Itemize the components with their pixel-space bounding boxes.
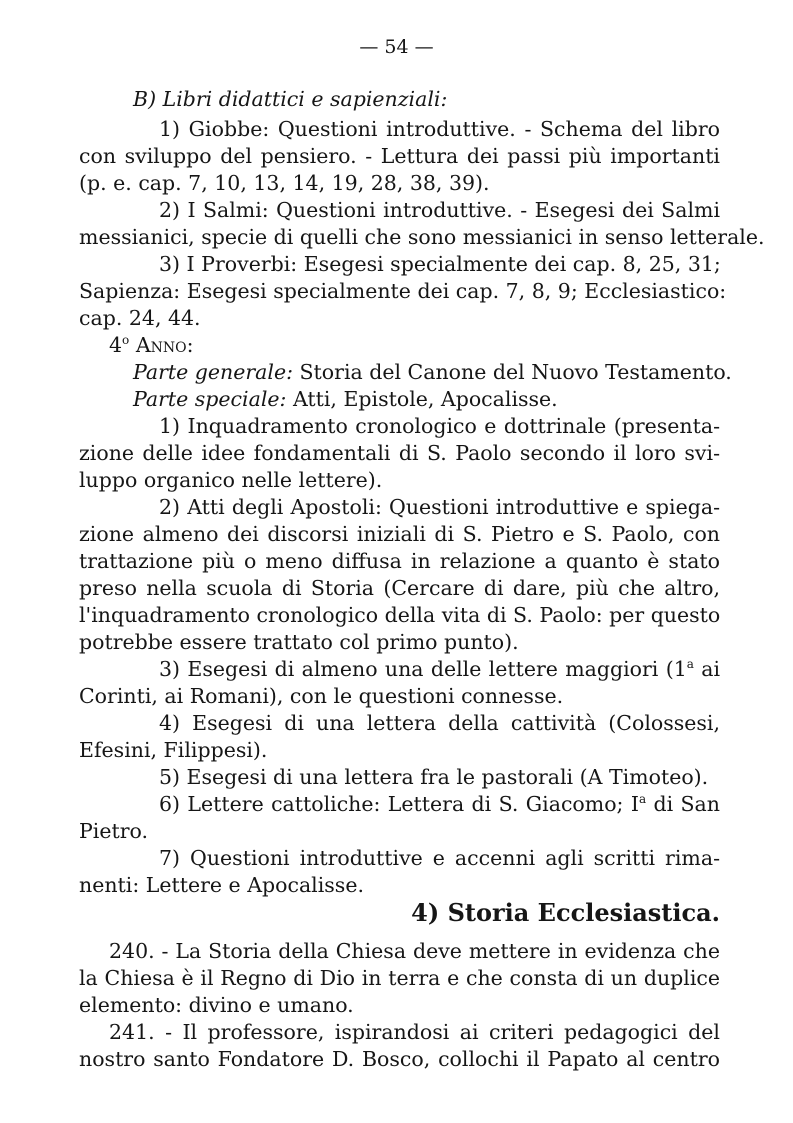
text-line: 241. - Il professore, ispirandosi ai criteri pedagogici del [109,1020,720,1044]
anno-sup: o [122,333,130,348]
page-number: — 54 — [359,36,434,58]
text-line: 7) Questioni introduttive e accenni agli scritti rima- [159,846,720,870]
text-line: 4) Esegesi di una lettera della cattività (Colossesi, [159,711,720,735]
text-line: 1) Giobbe: Questioni introduttive. - Schema del libro [159,117,720,141]
text-line: preso nella scuola di Storia (Cercare di dare, più che altro, [79,576,720,600]
text-line: 1) Inquadramento cronologico e dottrinale (presenta- [159,414,720,438]
text-line [159,656,720,682]
item3-sup: a [686,657,694,672]
parte-speciale-label: Parte speciale: [133,387,287,411]
text-line: Sapienza: Esegesi specialmente dei cap. 7, 8, 9; Ecclesiastico: [79,279,727,303]
item3-text-b: ai [693,657,721,681]
parte-speciale [133,386,720,412]
item6-text-b: di San [646,792,720,816]
text-line: Corinti, ai Romani), con le questioni connesse. [79,684,564,708]
text-line: con sviluppo del pensiero. - Lettura dei passi più importanti [79,144,720,168]
text-line: cap. 24, 44. [79,306,201,330]
parte-speciale-text: Atti, Epistole, Apocalisse. [286,387,558,411]
text-line: zione delle idee fondamentali di S. Paolo secondo il loro svi- [79,441,720,465]
parte-generale [133,359,732,385]
parte-generale-text: Storia del Canone del Nuovo Testamento. [293,360,732,384]
text-line: nenti: Lettere e Apocalisse. [79,873,364,897]
text-line: 2) I Salmi: Questioni introduttive. - Esegesi dei Salmi [159,198,720,222]
text-line [159,791,720,817]
item6-sup: a [638,792,647,807]
text-line: la Chiesa è il Regno di Dio in terra e che consta di un duplice [79,966,720,990]
text-line: Pietro. [79,819,149,843]
text-line: Efesini, Filippesi). [79,738,268,762]
text-line: 3) I Proverbi: Esegesi specialmente dei cap. 8, 25, 31; [159,252,721,276]
text-line: zione almeno dei discorsi iniziali di S. Pietro e S. Paolo, con [79,522,720,546]
item3-text-a: 3) Esegesi di almeno una delle lettere maggiori (1 [159,657,687,681]
section-b-title: B) Libri didattici e sapienziali: [133,87,448,111]
text-line: 2) Atti degli Apostoli: Questioni introduttive e spiega- [159,495,720,519]
anno-heading [109,332,720,358]
anno-label: Anno: [135,333,194,357]
text-line: trattazione più o meno diffusa in relazione a quanto è stato [79,549,720,573]
anno-number: 4 [109,333,123,357]
text-line: 240. - La Storia della Chiesa deve mettere in evidenza che [109,939,720,963]
item6-text-a: 6) Lettere cattoliche: Lettera di S. Giacomo; I [159,792,639,816]
text-line: (p. e. cap. 7, 10, 13, 14, 19, 28, 38, 39). [79,171,490,195]
text-line: 5) Esegesi di una lettera fra le pastorali (A Timoteo). [159,765,709,789]
text-line: elemento: divino e umano. [79,993,354,1017]
text-line: luppo organico nelle lettere). [79,468,383,492]
text-line: potrebbe essere trattato col primo punto). [79,630,519,654]
text-line: l'inquadramento cronologico della vita di S. Paolo: per questo [79,603,721,627]
section-heading: 4) Storia Ecclesiastica. [411,898,720,927]
text-line: messianici, specie di quelli che sono messianici in senso letterale. [79,225,765,249]
text-line: nostro santo Fondatore D. Bosco, collochi il Papato al centro [79,1047,720,1071]
parte-generale-label: Parte generale: [133,360,293,384]
